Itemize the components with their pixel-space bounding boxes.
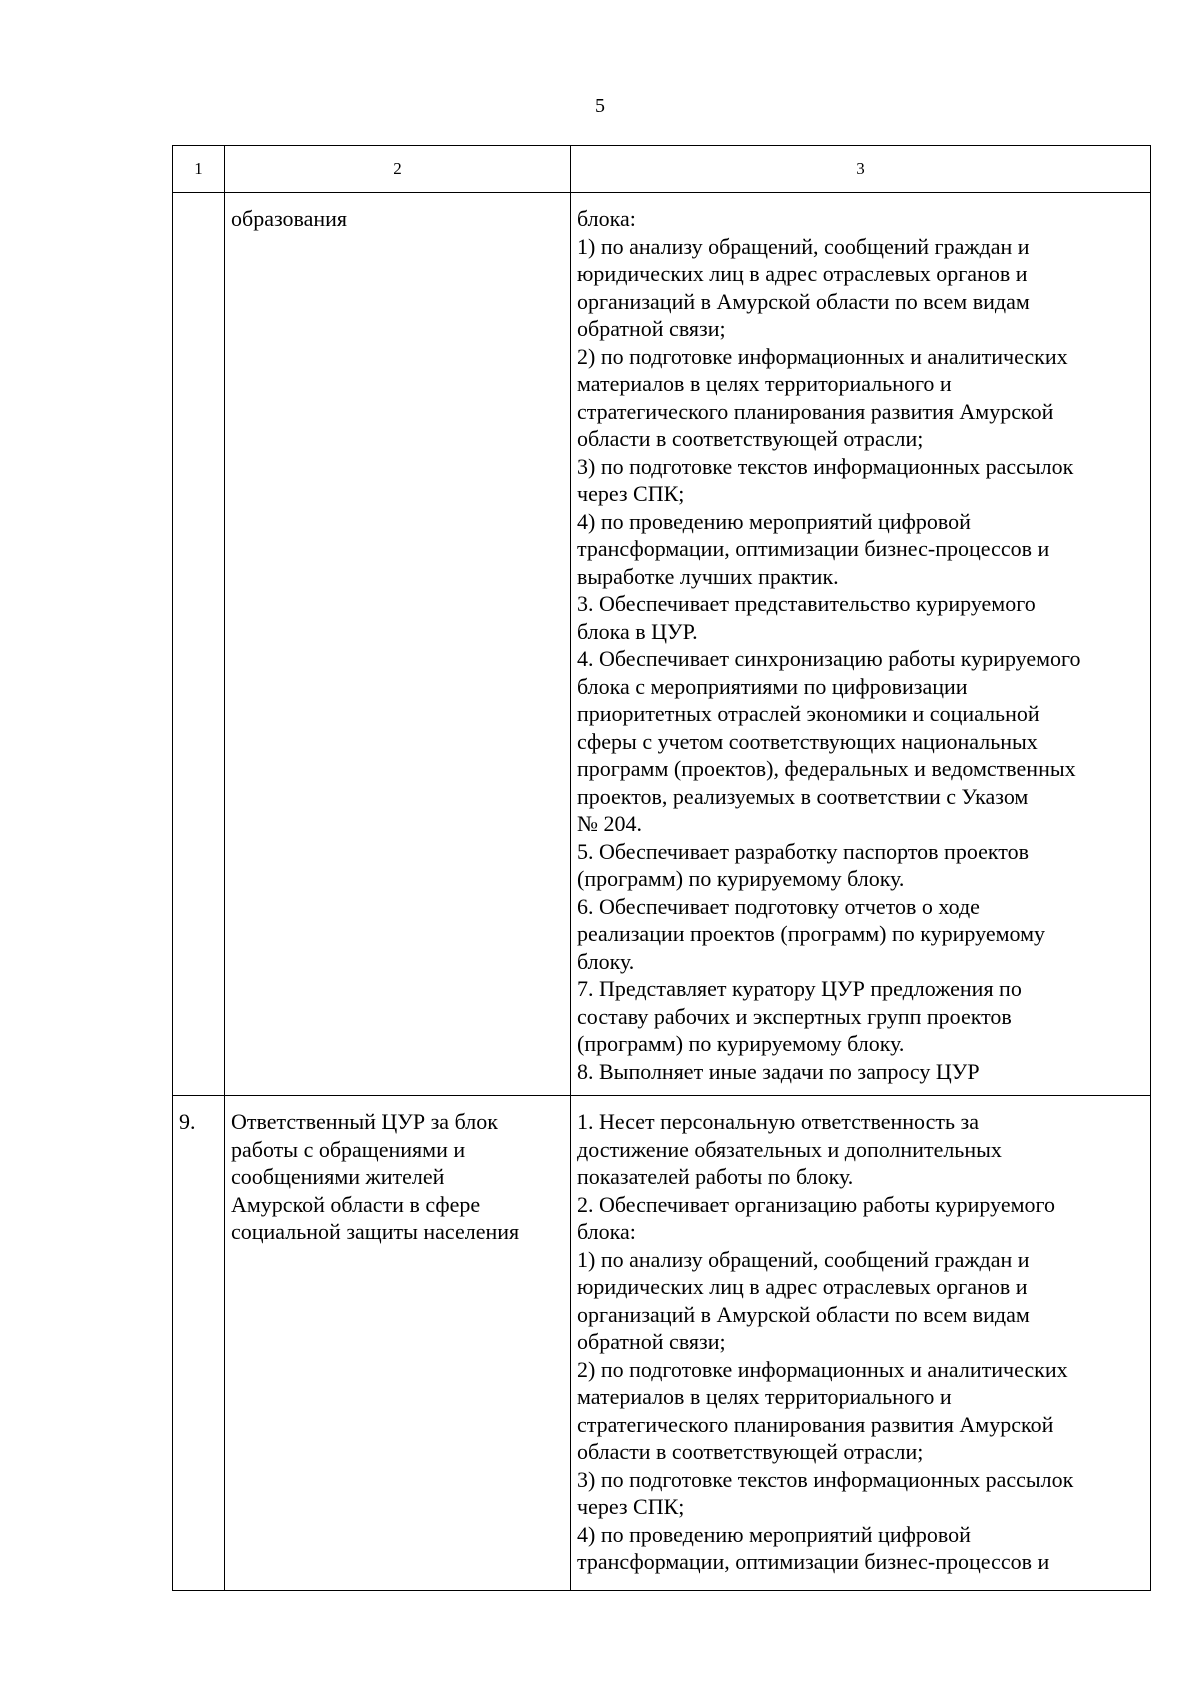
text-line: организаций в Амурской области по всем видам — [577, 1301, 1030, 1327]
text-line: организаций в Амурской области по всем видам — [577, 288, 1030, 314]
text-line: 3. Обеспечивает представительство курируемого — [577, 591, 1036, 616]
text-line: обратной связи; — [577, 1329, 726, 1354]
text-line: 1) по анализу обращений, сообщений граждан и — [577, 1246, 1030, 1272]
text-line: юридических лиц в адрес отраслевых органов и — [577, 1274, 1028, 1299]
text-line: блока с мероприятиями по цифровизации — [577, 673, 968, 699]
text-line: (программ) по курируемому блоку. — [577, 1031, 905, 1056]
text-line: трансформации, оптимизации бизнес-процессов и — [577, 536, 1050, 561]
text-line: 4. Обеспечивает синхронизацию работы курируемого — [577, 646, 1081, 671]
text-line: 2) по подготовке информационных и аналитических — [577, 343, 1068, 369]
row-title-cell — [225, 1096, 571, 1591]
text-line: сферы с учетом соответствующих национальных — [577, 728, 1038, 754]
page-number: 5 — [595, 95, 605, 117]
text-line: 1. Несет персональную ответственность за — [577, 1109, 979, 1134]
text-line: обратной связи; — [577, 316, 726, 341]
text-line: блока: — [577, 206, 636, 231]
text-line: 8. Выполняет иные задачи по запросу ЦУР — [577, 1058, 980, 1084]
text-line: 2. Обеспечивает организацию работы курируемого — [577, 1191, 1056, 1217]
table-row — [173, 1096, 1151, 1591]
row-content-cell — [571, 1096, 1151, 1591]
table-row — [173, 193, 1151, 1096]
text-line: юридических лиц в адрес отраслевых органов и — [577, 261, 1028, 286]
table-header-row — [173, 146, 1151, 193]
text-line: стратегического планирования развития Амурской — [577, 1411, 1054, 1437]
header-cell-1: 1 — [173, 146, 225, 193]
text-line: 3) по подготовке текстов информационных рассылок — [577, 1466, 1074, 1492]
row-title — [225, 193, 570, 243]
text-line: трансформации, оптимизации бизнес-процессов и — [577, 1549, 1050, 1574]
text-line: выработке лучших практик. — [577, 563, 839, 589]
text-line: реализации проектов (программ) по курируемому — [577, 921, 1046, 946]
text-line: Амурской области в сфере — [231, 1191, 481, 1217]
text-line: составу рабочих и экспертных групп проектов — [577, 1003, 1012, 1029]
row-title — [225, 1096, 570, 1256]
text-line: 2) по подготовке информационных и аналитических — [577, 1356, 1068, 1382]
header-cell-2: 2 — [225, 146, 571, 193]
text-line: проектов, реализуемых в соответствии с Указом — [577, 783, 1029, 809]
text-line: блоку. — [577, 948, 635, 974]
text-line: стратегического планирования развития Амурской — [577, 398, 1054, 424]
row-number-cell — [173, 1096, 225, 1591]
text-line: блока: — [577, 1219, 636, 1244]
row-number: 9. — [179, 1109, 196, 1134]
row-content — [571, 1096, 1150, 1586]
text-line: социальной защиты населения — [231, 1219, 520, 1244]
text-line: блока в ЦУР. — [577, 618, 698, 644]
text-line: 4) по проведению мероприятий цифровой — [577, 508, 971, 534]
text-line: 5. Обеспечивает разработку паспортов проектов — [577, 838, 1029, 864]
text-line: 1) по анализу обращений, сообщений граждан и — [577, 233, 1030, 259]
responsibility-table — [172, 145, 1151, 1591]
row-content — [571, 193, 1150, 1095]
text-line: материалов в целях территориального и — [577, 1384, 952, 1409]
text-line: 7. Представляет куратору ЦУР предложения по — [577, 976, 1022, 1001]
text-line: области в соответствующей отрасли; — [577, 1439, 924, 1464]
row-number-cell — [173, 193, 225, 1096]
text-line: материалов в целях территориального и — [577, 371, 952, 396]
text-line: 6. Обеспечивает подготовку отчетов о ходе — [577, 893, 980, 919]
text-line: программ (проектов), федеральных и ведомственных — [577, 756, 1076, 781]
text-line: (программ) по курируемому блоку. — [577, 866, 905, 891]
text-line: образования — [231, 206, 348, 231]
row-content-cell — [571, 193, 1151, 1096]
text-line: сообщениями жителей — [231, 1164, 445, 1189]
text-line: 3) по подготовке текстов информационных рассылок — [577, 453, 1074, 479]
text-line: показателей работы по блоку. — [577, 1164, 854, 1189]
text-line: приоритетных отраслей экономики и социальной — [577, 701, 1040, 726]
text-line: Ответственный ЦУР за блок — [231, 1109, 498, 1134]
text-line: работы с обращениями и — [231, 1136, 466, 1162]
text-line: 4) по проведению мероприятий цифровой — [577, 1521, 971, 1547]
text-line: достижение обязательных и дополнительных — [577, 1136, 1002, 1162]
text-line: через СПК; — [577, 1494, 685, 1519]
text-line: области в соответствующей отрасли; — [577, 426, 924, 451]
text-line: № 204. — [577, 811, 642, 836]
row-title-cell — [225, 193, 571, 1096]
header-cell-3: 3 — [571, 146, 1151, 193]
text-line: через СПК; — [577, 481, 685, 506]
